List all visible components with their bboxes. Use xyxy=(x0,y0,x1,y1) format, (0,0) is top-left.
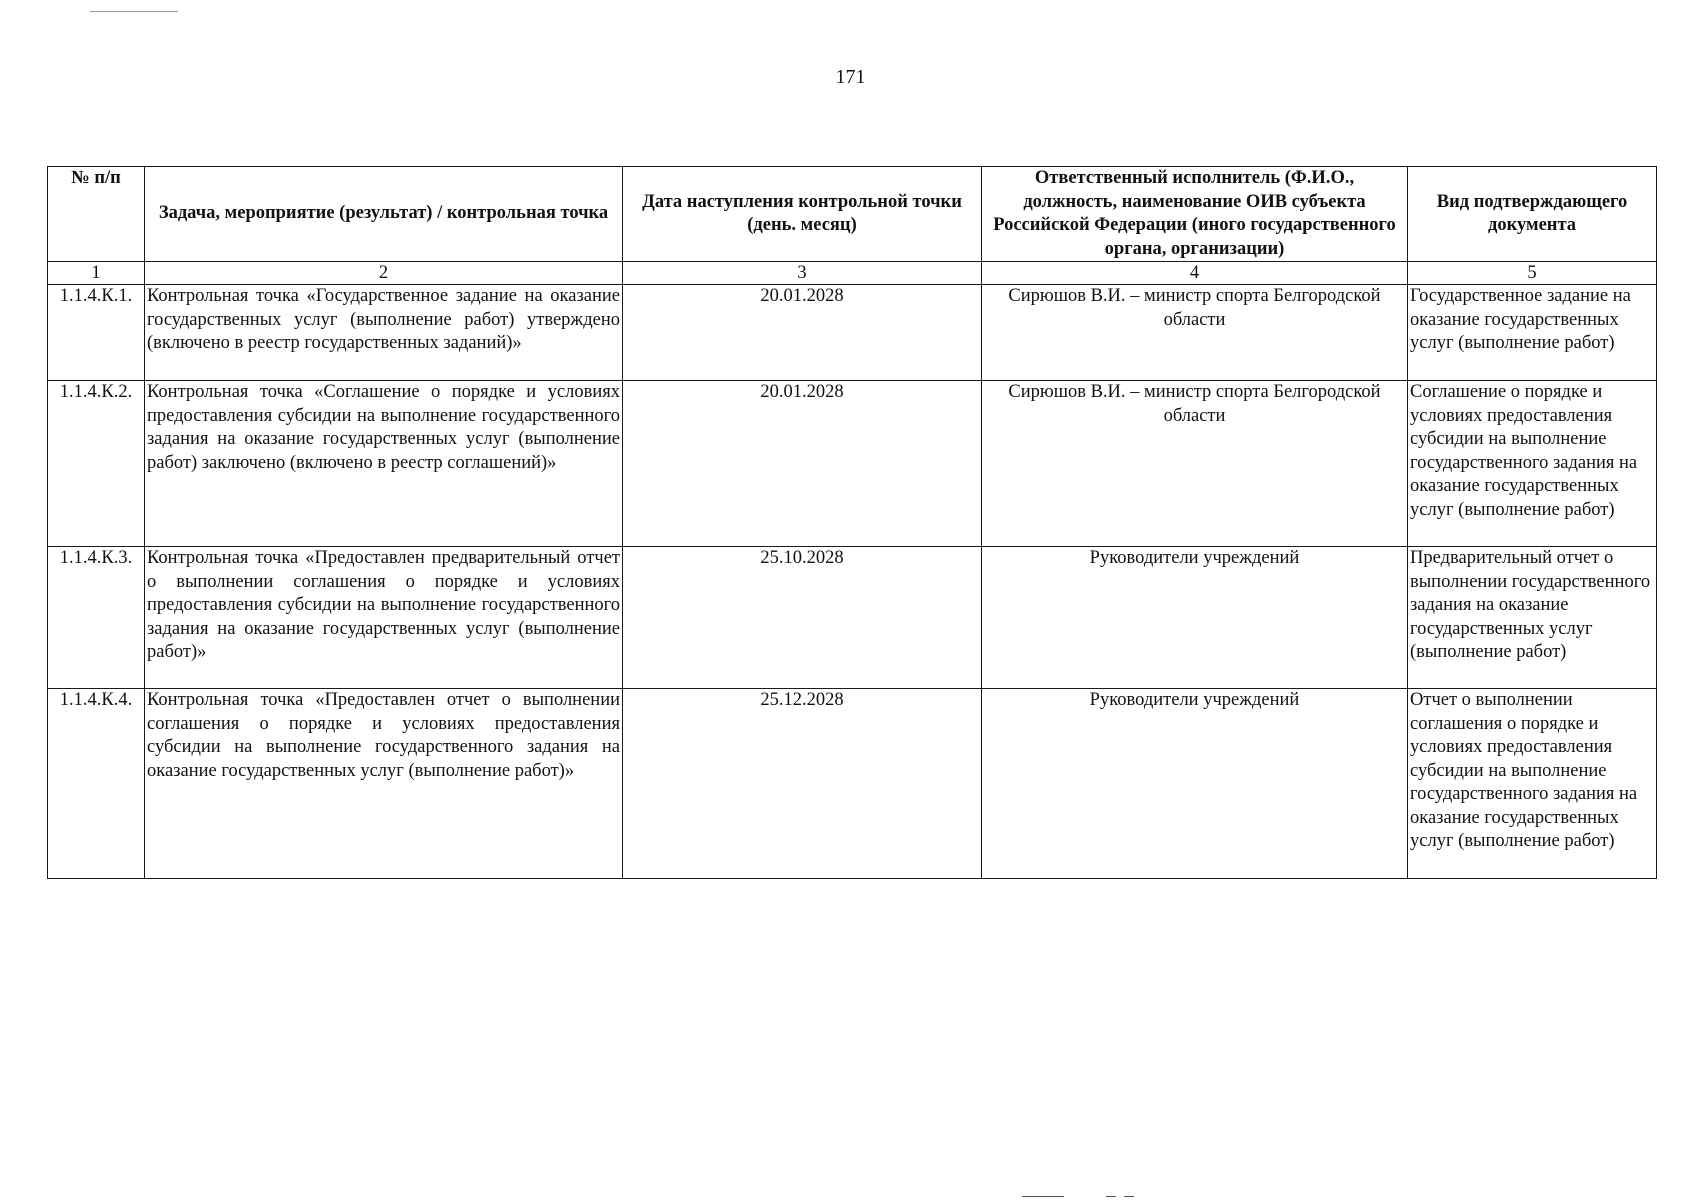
row-number: 1.1.4.К.1. xyxy=(48,285,145,381)
row-date: 25.12.2028 xyxy=(623,689,982,879)
row-document: Отчет о выполнении соглашения о порядке и условиях предоставления субсидии на выполнение государственного задания на оказание государственных услуг (выполнение работ) xyxy=(1408,689,1657,879)
header-document: Вид подтверждающего документа xyxy=(1408,167,1657,262)
row-task: Контрольная точка «Предоставлен предварительный отчет о выполнении соглашения о порядке и условиях предоставления субсидии на выполнение государственного задания на оказание государственных услуг (выполнение работ)» xyxy=(145,547,623,689)
top-rule xyxy=(90,11,178,12)
table-row xyxy=(48,285,1657,381)
row-responsible: Сирюшов В.И. – министр спорта Белгородской области xyxy=(982,381,1408,547)
row-task: Контрольная точка «Государственное задание на оказание государственных услуг (выполнение работ) утверждено (включено в реестр государственных заданий)» xyxy=(145,285,623,381)
column-index: 4 xyxy=(982,262,1408,285)
column-index: 1 xyxy=(48,262,145,285)
row-date: 25.10.2028 xyxy=(623,547,982,689)
header-number: № п/п xyxy=(48,167,145,262)
row-document: Государственное задание на оказание государственных услуг (выполнение работ) xyxy=(1408,285,1657,381)
row-task: Контрольная точка «Предоставлен отчет о выполнении соглашения о порядке и условиях предоставления субсидии на выполнение государственного задания на оказание государственных услуг (выполнение работ)» xyxy=(145,689,623,879)
column-index: 5 xyxy=(1408,262,1657,285)
scan-mark xyxy=(1022,1196,1064,1197)
row-responsible: Сирюшов В.И. – министр спорта Белгородской области xyxy=(982,285,1408,381)
row-responsible: Руководители учреждений xyxy=(982,547,1408,689)
header-task: Задача, мероприятие (результат) / контрольная точка xyxy=(145,167,623,262)
row-task: Контрольная точка «Соглашение о порядке и условиях предоставления субсидии на выполнение государственного задания на оказание государственных услуг (выполнение работ) заключено (включено в реестр соглашений)» xyxy=(145,381,623,547)
scan-mark xyxy=(1124,1196,1134,1197)
header-responsible: Ответственный исполнитель (Ф.И.О., должность, наименование ОИВ субъекта Российской Федерации (иного государственного органа, организации) xyxy=(982,167,1408,262)
page-number: 171 xyxy=(835,66,866,88)
row-responsible: Руководители учреждений xyxy=(982,689,1408,879)
row-number: 1.1.4.К.3. xyxy=(48,547,145,689)
header-date: Дата наступления контрольной точки (день. месяц) xyxy=(623,167,982,262)
row-number: 1.1.4.К.2. xyxy=(48,381,145,547)
table-row xyxy=(48,547,1657,689)
column-index-row xyxy=(48,262,1657,285)
column-index: 2 xyxy=(145,262,623,285)
row-date: 20.01.2028 xyxy=(623,381,982,547)
row-document: Предварительный отчет о выполнении государственного задания на оказание государственных услуг (выполнение работ) xyxy=(1408,547,1657,689)
column-index: 3 xyxy=(623,262,982,285)
table-row xyxy=(48,381,1657,547)
row-number: 1.1.4.К.4. xyxy=(48,689,145,879)
row-document: Соглашение о порядке и условиях предоставления субсидии на выполнение государственного задания на оказание государственных услуг (выполнение работ) xyxy=(1408,381,1657,547)
table-row xyxy=(48,689,1657,879)
table-header-row xyxy=(48,167,1657,262)
control-points-table xyxy=(47,166,1657,879)
row-date: 20.01.2028 xyxy=(623,285,982,381)
scan-mark xyxy=(1106,1196,1116,1197)
